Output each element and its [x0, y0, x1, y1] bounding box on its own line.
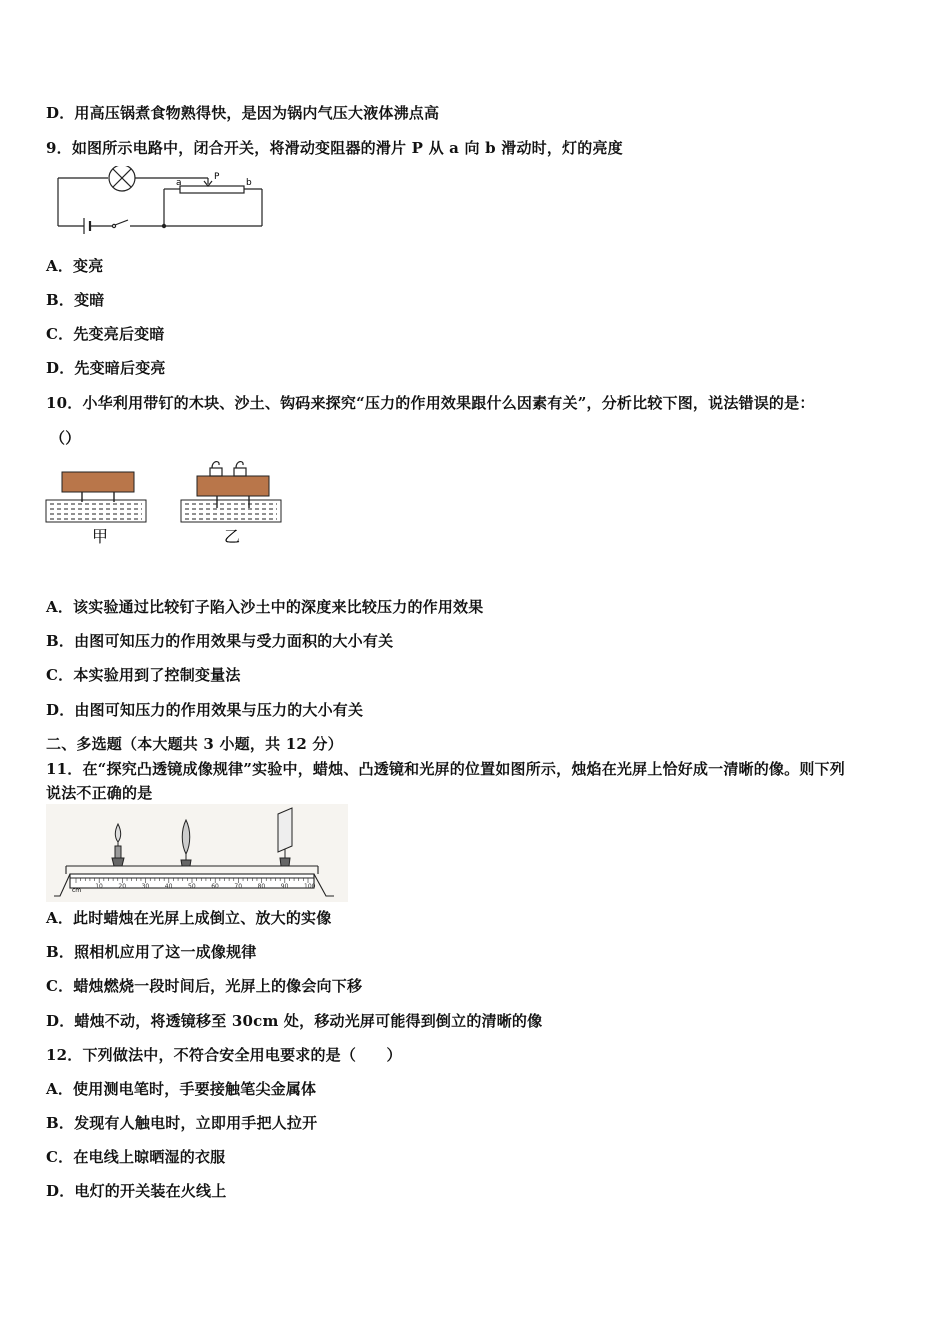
- label-jia: 甲: [92, 527, 109, 546]
- label-b: b: [246, 178, 252, 188]
- section-2-title: 二、多选题（本大题共 3 小题，共 12 分）: [46, 735, 343, 753]
- q9-circuit-figure: [52, 166, 272, 238]
- q9-option-a: A．变亮: [46, 257, 104, 275]
- q10-option-a: A．该实验通过比较钉子陷入沙土中的深度来比较压力的作用效果: [46, 598, 484, 616]
- sand-box-right: [181, 500, 281, 522]
- ruler-tick-label: 50: [188, 883, 196, 890]
- label-a: a: [176, 178, 182, 188]
- q12-option-a: A．使用测电笔时，手要接触笔尖金属体: [46, 1080, 317, 1098]
- hook-weights: [210, 462, 246, 476]
- q10-paren: （）: [50, 429, 81, 447]
- q10-stem: 10．小华利用带钉的木块、沙土、钩码来探究“压力的作用效果跟什么因素有关”，分析比较下图，说法错误的是：: [46, 394, 815, 412]
- q11-stem-line2: 说法不正确的是: [46, 784, 153, 802]
- switch: [115, 220, 128, 225]
- label-p: P: [214, 172, 220, 182]
- q11-option-a: A．此时蜡烛在光屏上成倒立、放大的实像: [46, 909, 332, 927]
- ruler-tick-label: 70: [234, 883, 243, 890]
- sand-box-left: [46, 500, 146, 522]
- q10-option-b: B．由图可知压力的作用效果与受力面积的大小有关: [46, 632, 394, 650]
- wood-block-right: [197, 476, 269, 496]
- q11-option-b: B．照相机应用了这一成像规律: [46, 943, 257, 961]
- ruler-tick-label: 100: [304, 883, 316, 890]
- label-yi: 乙: [224, 527, 241, 546]
- q8-option-d: D．用高压锅煮食物熟得快，是因为锅内气压大液体沸点高: [46, 104, 440, 122]
- ruler-tick-label: 20: [118, 883, 127, 890]
- rheostat: [180, 186, 244, 193]
- q10-pressure-figure: [44, 456, 289, 551]
- q12-stem: 12．下列做法中，不符合安全用电要求的是（ ）: [46, 1046, 402, 1064]
- ruler-tick-label: 10: [95, 883, 103, 890]
- q12-option-c: C．在电线上晾晒湿的衣服: [46, 1148, 226, 1166]
- q11-optical-bench-figure: [46, 804, 348, 902]
- q9-option-c: C．先变亮后变暗: [46, 325, 165, 343]
- q11-option-d: D．蜡烛不动，将透镜移至 30cm 处，移动光屏可能得到倒立的清晰的像: [46, 1012, 543, 1030]
- q9-stem: 9．如图所示电路中，闭合开关，将滑动变阻器的滑片 P 从 a 向 b 滑动时，灯的亮度: [46, 139, 623, 157]
- q11-stem-line1: 11．在“探究凸透镜成像规律”实验中，蜡烛、凸透镜和光屏的位置如图所示，烛焰在光屏上恰好成一清晰的像。则下列: [46, 760, 845, 778]
- wood-block-left: [62, 472, 134, 492]
- ruler-unit: cm: [72, 887, 82, 894]
- q11-option-c: C．蜡烛燃烧一段时间后，光屏上的像会向下移: [46, 977, 363, 995]
- q10-option-d: D．由图可知压力的作用效果与压力的大小有关: [46, 701, 364, 719]
- q9-option-d: D．先变暗后变亮: [46, 359, 166, 377]
- q12-option-d: D．电灯的开关装在火线上: [46, 1182, 227, 1200]
- ruler-tick-label: 90: [280, 883, 289, 890]
- ruler-tick-label: 30: [141, 883, 150, 890]
- ruler-tick-label: 40: [164, 883, 173, 890]
- q10-option-c: C．本实验用到了控制变量法: [46, 666, 241, 684]
- ruler-tick-label: 60: [211, 883, 219, 890]
- q12-option-b: B．发现有人触电时，立即用手把人拉开: [46, 1114, 318, 1132]
- q9-option-b: B．变暗: [46, 291, 105, 309]
- ruler-tick-label: 80: [257, 883, 266, 890]
